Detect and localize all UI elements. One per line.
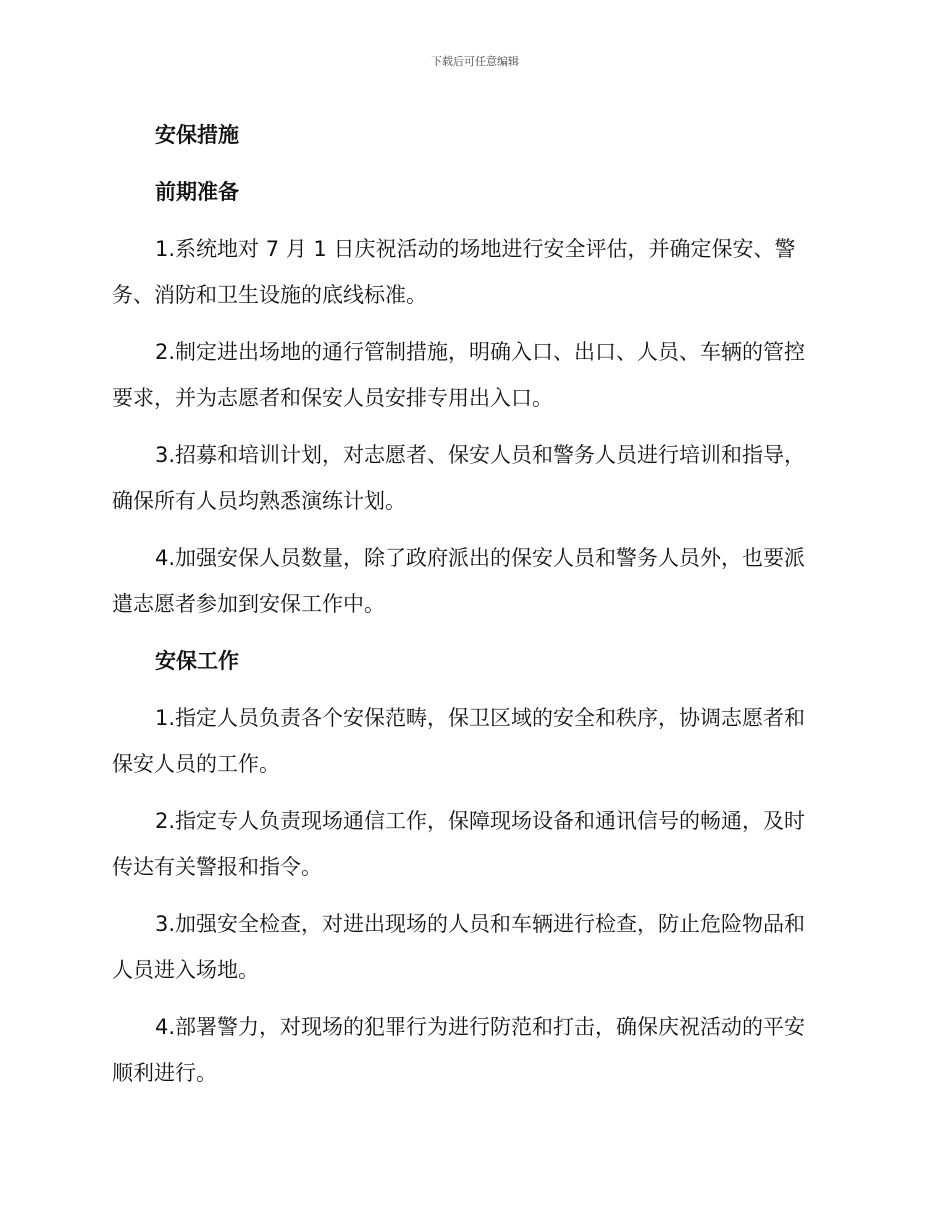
text-line: 保安人员的工作。 <box>112 752 280 776</box>
section-heading <box>112 169 842 215</box>
text-line: 1.系统地对 7 月 1 日庆祝活动的场地进行安全评估，并确定保安、警 <box>155 237 796 261</box>
text-line: 1.指定人员负责各个安保范畴，保卫区域的安全和秩序，协调志愿者和 <box>155 706 806 730</box>
text-line: 要求，并为志愿者和保安人员安排专用出入口。 <box>112 386 553 410</box>
text-line: 传达有关警报和指令。 <box>112 855 322 879</box>
paragraph <box>112 535 842 627</box>
text-line: 安保工作 <box>155 649 239 673</box>
text-line: 安保措施 <box>155 123 239 147</box>
text-line: 3.加强安全检查，对进出现场的人员和车辆进行检查，防止危险物品和 <box>155 912 806 936</box>
paragraph <box>112 695 842 787</box>
text-line: 2.制定进出场地的通行管制措施，明确入口、出口、人员、车辆的管控 <box>155 340 806 364</box>
text-line: 2.指定专人负责现场通信工作，保障现场设备和通讯信号的畅通，及时 <box>155 809 806 833</box>
section-heading <box>112 638 842 684</box>
text-line: 4.加强安保人员数量，除了政府派出的保安人员和警务人员外，也要派 <box>155 546 806 570</box>
section-heading <box>112 112 842 158</box>
text-line: 前期准备 <box>155 180 239 204</box>
text-line: 务、消防和卫生设施的底线标准。 <box>112 283 427 307</box>
text-line: 确保所有人员均熟悉演练计划。 <box>112 489 406 513</box>
page-header: 下载后可任意编辑 <box>431 55 519 68</box>
document-body <box>112 112 842 1107</box>
paragraph <box>112 901 842 993</box>
paragraph <box>112 432 842 524</box>
text-line: 顺利进行。 <box>112 1061 217 1085</box>
text-line: 3.招募和培训计划，对志愿者、保安人员和警务人员进行培训和指导， <box>155 443 806 467</box>
text-line: 人员进入场地。 <box>112 958 259 982</box>
paragraph <box>112 798 842 890</box>
text-line: 4.部署警力，对现场的犯罪行为进行防范和打击，确保庆祝活动的平安 <box>155 1015 806 1039</box>
paragraph <box>112 1004 842 1096</box>
text-line: 遣志愿者参加到安保工作中。 <box>112 592 385 616</box>
paragraph <box>112 329 842 421</box>
paragraph <box>112 226 842 318</box>
